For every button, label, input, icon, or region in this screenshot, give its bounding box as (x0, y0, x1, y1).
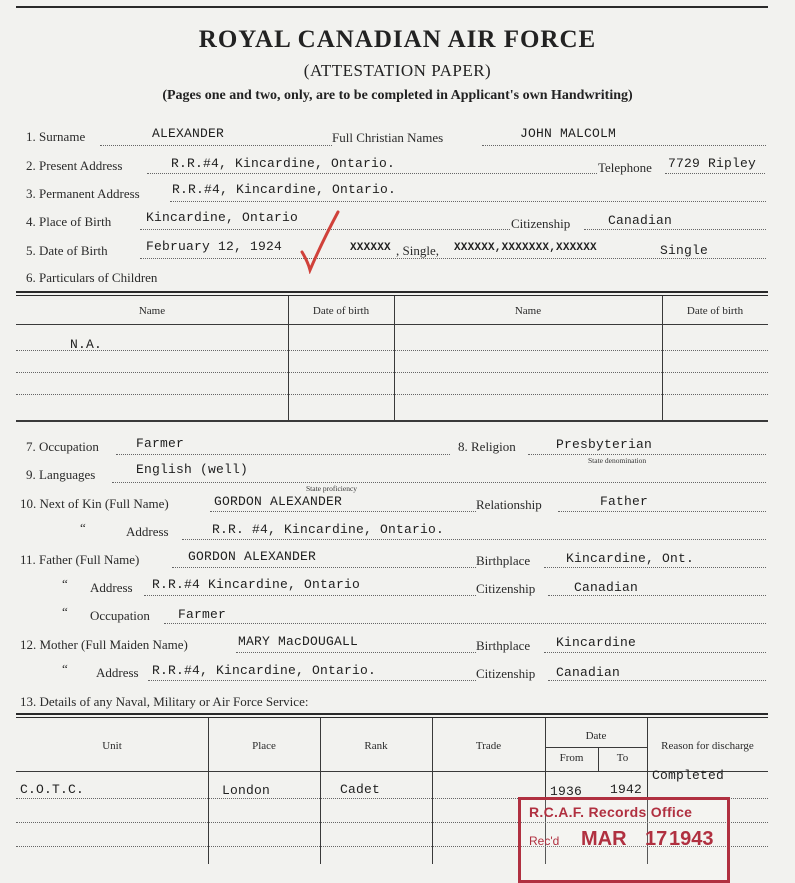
telephone-value: 7729 Ripley (668, 156, 757, 171)
father-line (172, 567, 476, 568)
form-title: ROYAL CANADIAN AIR FORCE (198, 26, 597, 53)
languages-line (112, 482, 766, 483)
occupation-line (116, 454, 450, 455)
mother-value: MARY MacDOUGALL (238, 634, 359, 649)
date-of-birth-line (140, 258, 766, 259)
father-birthplace-line (544, 567, 766, 568)
children-row-line-1 (16, 350, 768, 351)
mother-label: 12. Mother (Full Maiden Name) (20, 637, 188, 652)
service-col-unit: Unit (102, 740, 122, 752)
stamp-office-line: R.C.A.F. Records Office (529, 804, 693, 820)
relationship-value: Father (600, 494, 649, 509)
father-address-quote: “ (62, 576, 68, 591)
children-row-line-2 (16, 372, 768, 373)
mother-citizenship-label: Citizenship (476, 666, 536, 681)
service-col-to: To (616, 752, 629, 764)
service-col-date: Date (585, 730, 607, 742)
single-label: , Single, (396, 243, 439, 258)
relationship-label: Relationship (476, 497, 542, 512)
form-instruction: (Pages one and two, only, are to be completed in Applicant's own Handwriting) (162, 88, 633, 103)
father-value: GORDON ALEXANDER (188, 549, 317, 564)
father-occupation-line (164, 623, 766, 624)
mother-birthplace-line (544, 652, 766, 653)
present-address-line (147, 173, 597, 174)
religion-line (528, 454, 766, 455)
father-birthplace-value: Kincardine, Ont. (566, 551, 695, 566)
children-col-dob-1: Date of birth (312, 305, 370, 317)
present-address-label: 2. Present Address (26, 158, 123, 173)
service-col-from: From (559, 752, 584, 764)
next-of-kin-address-line (182, 539, 766, 540)
date-of-birth-label: 5. Date of Birth (26, 243, 108, 258)
father-occupation-label: Occupation (90, 608, 150, 623)
stamp-day: 17 (645, 828, 668, 850)
check-mark-icon (298, 208, 342, 274)
surname-line (100, 145, 332, 146)
stamp-month: MAR (581, 828, 627, 850)
religion-label: 8. Religion (458, 439, 516, 454)
service-col-trade: Trade (475, 740, 502, 752)
permanent-address-label: 3. Permanent Address (26, 186, 140, 201)
surname-value: ALEXANDER (152, 126, 225, 141)
stamp-year: 1943 (669, 828, 714, 850)
mother-address-label: Address (96, 665, 139, 680)
mother-address-quote: “ (62, 661, 68, 676)
christian-names-label: Full Christian Names (332, 130, 444, 145)
telephone-label: Telephone (598, 160, 652, 175)
religion-value: Presbyterian (556, 437, 653, 452)
service-reason-value: Completed (652, 768, 725, 783)
service-table-top (16, 713, 768, 715)
struck-marital-2: XXXXXX,XXXXXXX,XXXXXX (454, 242, 597, 254)
top-rule (16, 6, 768, 8)
next-of-kin-address-quote: “ (80, 520, 86, 535)
father-citizenship-label: Citizenship (476, 581, 536, 596)
service-unit-value: C.O.T.C. (20, 782, 85, 797)
occupation-value: Farmer (136, 436, 185, 451)
children-col-name-2: Name (514, 305, 542, 317)
mother-birthplace-label: Birthplace (476, 638, 531, 653)
father-birthplace-label: Birthplace (476, 553, 531, 568)
children-table-top (16, 291, 768, 293)
next-of-kin-value: GORDON ALEXANDER (214, 494, 343, 509)
service-rank-value: Cadet (340, 782, 381, 797)
mother-line (236, 652, 476, 653)
form-subtitle: (ATTESTATION PAPER) (303, 61, 492, 80)
struck-marital-1: XXXXXX (350, 242, 391, 254)
children-table-bottom (16, 420, 768, 422)
father-citizenship-value: Canadian (574, 580, 639, 595)
father-citizenship-line (548, 595, 766, 596)
service-table-top-2 (16, 717, 768, 718)
father-occupation-quote: “ (62, 604, 68, 619)
service-place-value: London (222, 783, 271, 798)
languages-value: English (well) (136, 462, 249, 477)
service-to-value: 1942 (610, 782, 643, 797)
permanent-address-line (170, 201, 766, 202)
father-address-value: R.R.#4 Kincardine, Ontario (152, 577, 361, 592)
children-col-name-1: Name (138, 305, 166, 317)
citizenship-value: Canadian (608, 213, 673, 228)
service-col-place: Place (252, 740, 276, 752)
christian-names-line (482, 145, 766, 146)
next-of-kin-address-value: R.R. #4, Kincardine, Ontario. (212, 522, 445, 537)
christian-names-value: JOHN MALCOLM (520, 126, 617, 141)
place-of-birth-value: Kincardine, Ontario (146, 210, 299, 225)
father-address-label: Address (90, 580, 133, 595)
next-of-kin-address-label: Address (126, 524, 169, 539)
marital-status-value: Single (660, 243, 709, 258)
father-occupation-value: Farmer (178, 607, 227, 622)
children-table-top-2 (16, 295, 768, 296)
father-label: 11. Father (Full Name) (20, 552, 140, 567)
service-col-rank: Rank (364, 740, 388, 752)
service-date-line (545, 747, 647, 748)
surname-label: 1. Surname (26, 129, 86, 144)
languages-note: State proficiency (306, 484, 358, 493)
religion-note: State denomination (588, 456, 647, 465)
mother-address-line (148, 680, 476, 681)
telephone-line (665, 173, 765, 174)
relationship-line (558, 511, 766, 512)
service-from-value: 1936 (550, 784, 583, 799)
records-office-stamp (518, 797, 730, 883)
place-of-birth-label: 4. Place of Birth (26, 214, 112, 229)
permanent-address-value: R.R.#4, Kincardine, Ontario. (172, 182, 397, 197)
stamp-prefix: Rec'd (529, 834, 560, 848)
mother-address-value: R.R.#4, Kincardine, Ontario. (152, 663, 377, 678)
languages-label: 9. Languages (26, 467, 96, 482)
citizenship-line (584, 229, 766, 230)
children-header-line (16, 324, 768, 325)
children-row-line-3 (16, 394, 768, 395)
occupation-label: 7. Occupation (26, 439, 99, 454)
present-address-value: R.R.#4, Kincardine, Ontario. (171, 156, 396, 171)
service-col-reason: Reason for discharge (661, 740, 754, 752)
mother-citizenship-value: Canadian (556, 665, 621, 680)
service-details-label: 13. Details of any Naval, Military or Air Force Service: (20, 694, 309, 709)
date-of-birth-value: February 12, 1924 (146, 239, 283, 254)
next-of-kin-line (210, 511, 476, 512)
children-label: 6. Particulars of Children (26, 270, 158, 285)
mother-citizenship-line (548, 680, 766, 681)
citizenship-label: Citizenship (511, 216, 571, 231)
children-entry: N.A. (70, 337, 103, 352)
children-col-dob-2: Date of birth (686, 305, 744, 317)
next-of-kin-label: 10. Next of Kin (Full Name) (20, 496, 169, 511)
father-address-line (144, 595, 476, 596)
mother-birthplace-value: Kincardine (556, 635, 637, 650)
